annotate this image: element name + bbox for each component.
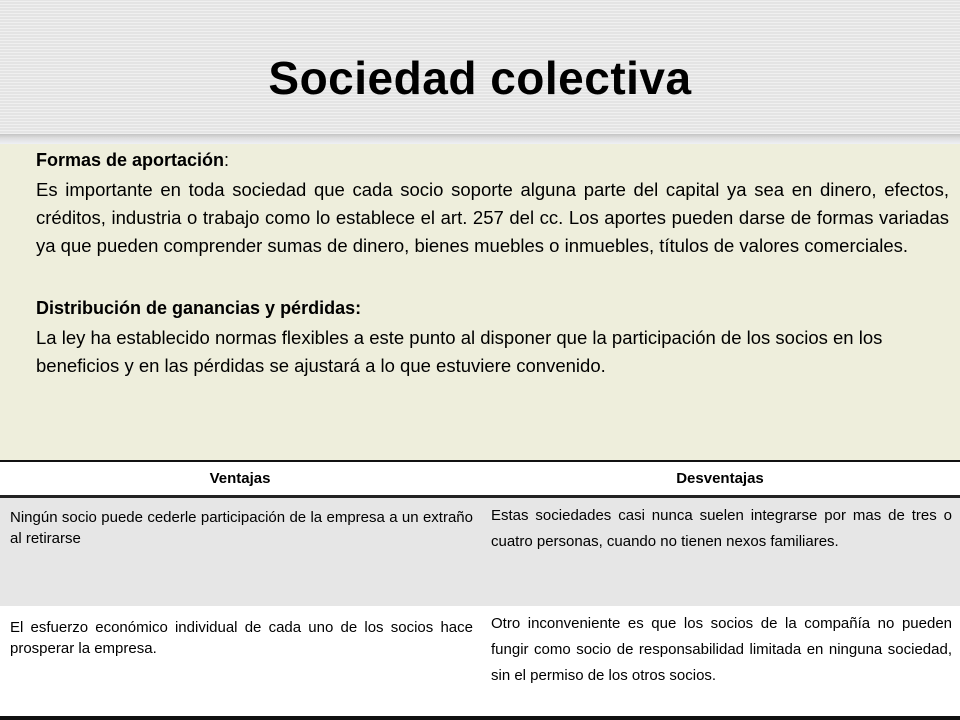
cell-desventaja-1: Estas sociedades casi nunca suelen integrarse por mas de tres o cuatro personas, cuando no tienen nexos familiares. xyxy=(491,507,952,550)
slide-title: Sociedad colectiva xyxy=(268,52,692,104)
cell-desventaja-2: Otro inconveniente es que los socios de la compañía no pueden fungir como socio de responsabilidad limitada en ninguna sociedad, sin el permiso de los otros socios. xyxy=(491,615,952,684)
heading-formas-aportacion-text: Formas de aportación xyxy=(36,150,225,170)
heading-formas-aportacion-colon: : xyxy=(224,150,230,170)
table-bottom-border xyxy=(0,716,960,720)
content-box xyxy=(0,144,960,460)
table-header-row xyxy=(0,462,960,498)
paragraph-distribucion: La ley ha establecido normas flexibles a este punto al disponer que la participación de los socios en los beneficios y en las pérdidas se ajustará a lo que estuviere convenido. xyxy=(36,327,883,376)
heading-distribucion: Distribución de ganancias y pérdidas: xyxy=(36,298,362,318)
cell-ventaja-1: Ningún socio puede cederle participación de la empresa a un extraño al retirarse xyxy=(10,509,473,547)
ventajas-desventajas-table xyxy=(0,460,960,720)
table-row xyxy=(0,498,960,608)
cell-ventaja-2: El esfuerzo económico individual de cada uno de los socios hace prosperar la empresa. xyxy=(10,619,473,657)
header-ventajas: Ventajas xyxy=(209,470,271,487)
paragraph-formas-aportacion: Es importante en toda sociedad que cada socio soporte alguna parte del capital ya sea en dinero, efectos, créditos, industria o trabajo como lo establece el art. 257 del cc. Los aportes pueden darse de formas variadas ya que pueden comprender sumas de dinero, bienes muebles o inmuebles, títulos de valores comerciales. xyxy=(36,179,949,256)
header-divider xyxy=(0,134,960,144)
header-desventajas: Desventajas xyxy=(676,470,764,487)
heading-formas-aportacion xyxy=(36,148,949,172)
table-row xyxy=(0,608,960,718)
